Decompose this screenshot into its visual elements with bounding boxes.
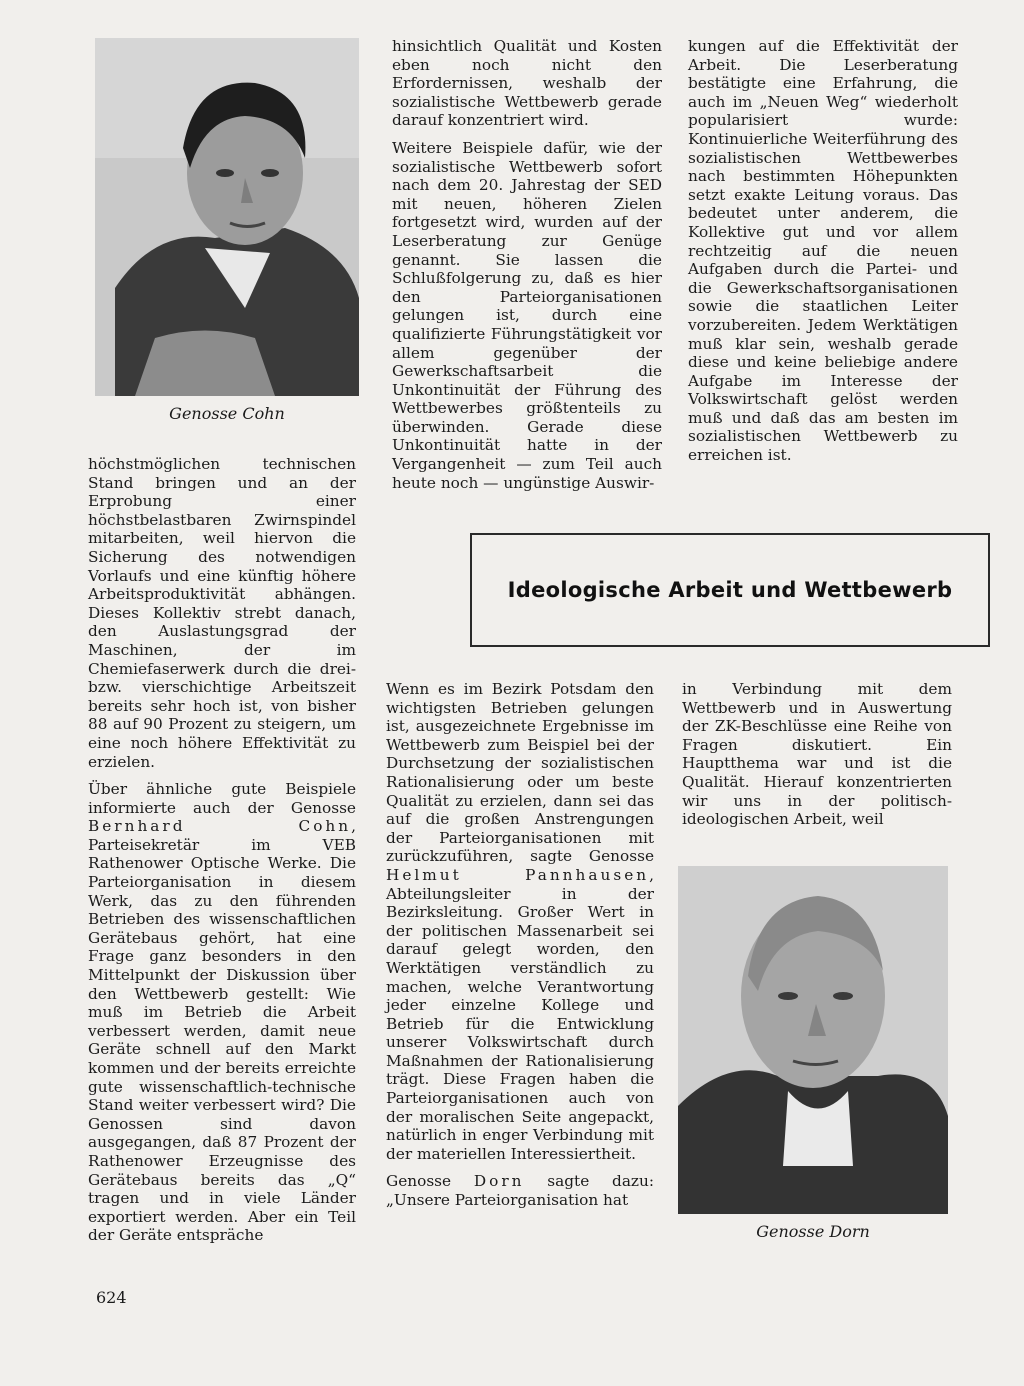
caption-dorn: Genosse Dorn — [756, 1222, 870, 1241]
text-run: sagte dazu: „Unsere Parteiorganisation hat — [386, 1172, 655, 1210]
column-left — [88, 455, 356, 1245]
text-run: Wenn es im Bezirk Potsdam den wichtigsten Betrieben gelungen ist, ausgezeichnete Ergebnisse im Wettbewerb zum Beispiel bei der Durchsetzung der sozialistischen Rationalisierung oder um beste Qualität zu erzielen, dann sei das auf die großen Anstrengungen der Parteiorganisationen mit zurückzuführen, sagte Genosse — [386, 680, 654, 866]
paragraph — [386, 680, 654, 1163]
column-bottom-middle — [386, 680, 654, 1210]
text-run: , Parteisekretär im VEB Rathenower Optische Werke. Die Parteiorganisation in diesem Werk, das zu den führenden Betrieben des wissenschaftlichen Gerätebaus gehört, hat eine Frage ganz besonders in den Mittelpunkt der Diskussion über den Wettbewerb gestellt: Wie muß im Betrieb die Arbeit verbessert werden, damit neue Geräte schnell auf den Markt kommen und der bereits erreichte gute wissenschaftlich-technische Stand weiter verbessert wird? Die Genossen sind davon ausgegangen, daß 87 Prozent der Rathenower Erzeugnisse des Gerätebaus bereits das „Q“ tragen und in viele Länder exportiert werden. Aber ein Teil der Geräte entspräche — [88, 817, 356, 1245]
text-run: Über ähnliche gute Beispiele informierte auch der Genosse — [88, 780, 356, 817]
portrait-illustration — [95, 38, 359, 396]
paragraph: höchstmöglichen technischen Stand bringen und an der Erprobung einer höchstbelastbaren Zwirnspindel mitarbeiten, weil hiervon die Sicherung des notwendigen Vorlaufs und eine künftig höhere Arbeitsproduktivität abhängen. Dieses Kollektiv strebt danach, den Auslastungsgrad der Maschinen, der im Chemiefaserwerk durch die drei- bzw. vierschichtige Arbeitszeit bereits sehr hoch ist, von bisher 88 auf 90 Prozent zu steigern, um eine noch höhere Effektivität zu erzielen. — [88, 455, 356, 771]
column-top-middle — [392, 37, 662, 492]
person-name: Dorn — [473, 1172, 525, 1191]
photo-genosse-dorn — [678, 866, 948, 1214]
paragraph: hinsichtlich Qualität und Kosten eben noch nicht den Erfordernissen, weshalb der sozialistische Wettbewerb gerade darauf konzentriert wird. — [392, 37, 662, 130]
paragraph: in Verbindung mit dem Wettbewerb und in Auswertung der ZK-Beschlüsse eine Reihe von Fragen diskutiert. Ein Hauptthema war und ist die Qualität. Hierauf konzentrierten wir uns in der politisch-ideologischen Arbeit, weil — [682, 680, 952, 829]
photo-genosse-cohn — [95, 38, 359, 396]
paragraph — [386, 1172, 654, 1209]
person-name: Bernhard Cohn — [88, 817, 352, 836]
page-number: 624 — [96, 1288, 127, 1307]
column-bottom-right — [682, 680, 952, 829]
caption-cohn: Genosse Cohn — [169, 404, 285, 423]
section-headline: Ideologische Arbeit und Wettbewerb — [507, 578, 953, 602]
text-run: , Abteilungsleiter in der Bezirksleitung. Großer Wert in der politischen Massenarbeit sei darauf gelegt worden, den Werktätigen verständlich zu machen, welche Verantwortung jeder einzelne Kollege und Betrieb für die Entwicklung unserer Volkswirtschaft durch Maßnahmen der Rationalisierung trägt. Diese Fragen haben die Parteiorganisationen auch von der moralischen Seite angepackt, natürlich in enger Verbindung mit der materiellen Interessiertheit. — [386, 865, 654, 1163]
column-top-right — [688, 37, 958, 465]
paragraph — [88, 780, 356, 1245]
portrait-illustration — [678, 866, 948, 1214]
paragraph: Weitere Beispiele dafür, wie der sozialistische Wettbewerb sofort nach dem 20. Jahrestag der SED mit neuen, höheren Zielen fortgesetzt wird, wurden auf der Leserberatung zur Genüge genannt. Sie lassen die Schlußfolgerung zu, daß es hier den Parteiorganisationen gelungen ist, durch eine qualifizierte Führungstätigkeit vor allem gegenüber der Gewerkschaftsarbeit die Unkontinuität der Führung des Wettbewerbes größtenteils zu überwinden. Gerade diese Unkontinuität hatte in der Vergangenheit — zum Teil auch heute noch — ungünstige Auswir- — [392, 138, 662, 492]
person-name: Helmut Pannhausen — [386, 865, 650, 884]
section-headline-box — [470, 533, 990, 647]
paragraph: kungen auf die Effektivität der Arbeit. Die Leserberatung bestätigte eine Erfahrung, die auch im „Neuen Weg“ wiederholt popularisiert wurde: Kontinuierliche Weiterführung des sozialistischen Wettbewerbes nach bestimmten Höhepunkten setzt exakte Leitung voraus. Das bedeutet unter anderem, die Kollektive gut und vor allem rechtzeitig auf die neuen Aufgaben durch die Partei- und die Gewerkschaftsorganisationen sowie die staatlichen Leiter vorzubereiten. Jedem Werktätigen muß klar sein, weshalb gerade diese und keine beliebige andere Aufgabe im Interesse der Volkswirtschaft gelöst werden muß und daß das am besten im sozialistischen Wettbewerb zu erreichen ist. — [688, 37, 958, 465]
text-run: Genosse — [386, 1172, 474, 1191]
